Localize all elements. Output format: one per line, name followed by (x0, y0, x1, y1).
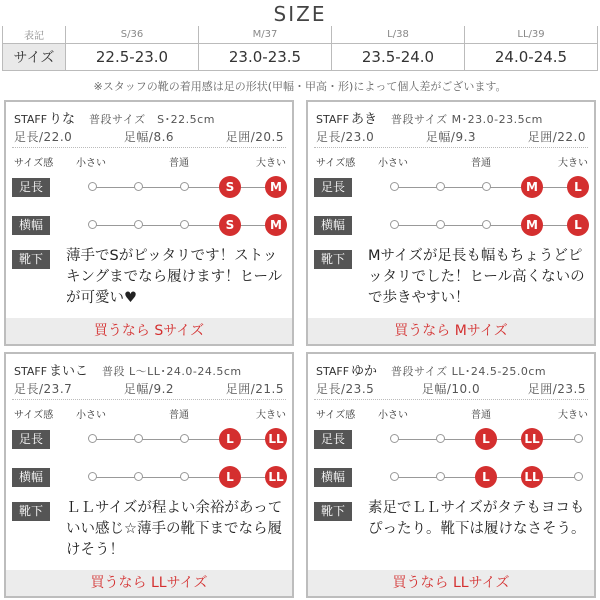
scale-dot (574, 472, 583, 481)
size-marker: LL (521, 428, 543, 450)
scale-normal: 普通 (471, 410, 491, 421)
size-marker: M (265, 214, 287, 236)
foot-girth: 足囲/22.0 (527, 130, 586, 144)
scale-dot (180, 434, 189, 443)
scale-dot (88, 472, 97, 481)
foot-length: 足長/23.7 (14, 382, 73, 396)
staff-line (14, 360, 284, 378)
foot-width: 足幅/9.2 (123, 382, 175, 396)
foot-length: 足長/22.0 (14, 130, 73, 144)
size-marker: LL (521, 466, 543, 488)
size-marker: L (219, 466, 241, 488)
value-cell: 23.0-23.5 (199, 44, 332, 71)
scale-normal: 普通 (169, 158, 189, 169)
header-cell: M/37 (199, 26, 332, 44)
row-tag: 靴下 (314, 502, 352, 521)
measurements (316, 128, 586, 144)
scale-dot (88, 434, 97, 443)
scale-normal: 普通 (169, 410, 189, 421)
header-cell: S/36 (66, 26, 199, 44)
row-tag: 横幅 (12, 468, 50, 487)
width-row (308, 466, 594, 490)
foot-length: 足長/23.5 (316, 382, 375, 396)
staff-label: STAFF (14, 365, 48, 378)
length-row (6, 428, 292, 452)
size-table (2, 26, 598, 71)
divider (12, 147, 286, 148)
measurements (14, 128, 284, 144)
foot-girth: 足囲/23.5 (527, 382, 586, 396)
row-tag: 靴下 (12, 502, 50, 521)
staff-card (4, 100, 294, 346)
size-marker: L (567, 214, 589, 236)
size-marker: L (219, 428, 241, 450)
row-label: サイズ (3, 44, 66, 71)
foot-width: 足幅/8.6 (123, 130, 175, 144)
scale-dot (134, 220, 143, 229)
row-tag: 足長 (12, 430, 50, 449)
scale-dot (482, 220, 491, 229)
size-marker: LL (265, 466, 287, 488)
scale-title: サイズ感 (14, 158, 54, 169)
recommendation: 買うなら Sサイズ (6, 318, 292, 344)
usual-size: 普段 L～LL･24.0-24.5cm (102, 365, 242, 378)
scale-normal: 普通 (471, 158, 491, 169)
scale-header (6, 404, 292, 420)
measurements (14, 380, 284, 396)
row-tag: 横幅 (314, 216, 352, 235)
usual-size: 普段サイズ LL･24.5-25.0cm (391, 365, 547, 378)
size-marker: M (265, 176, 287, 198)
divider (12, 399, 286, 400)
staff-comment: 薄手でSがピッタリです！ストッキングまでなら履けます！ヒールが可愛い♥ (66, 248, 283, 306)
scale-small: 小さい (76, 158, 106, 169)
fit-note: ※スタッフの靴の着用感は足の形状(甲幅・甲高・形)によって個人差がございます。 (93, 80, 507, 93)
row-tag: 靴下 (12, 250, 50, 269)
divider (314, 399, 588, 400)
row-tag: 足長 (314, 178, 352, 197)
foot-width: 足幅/9.3 (425, 130, 477, 144)
scale-dot (134, 472, 143, 481)
scale-big: 大きい (256, 158, 286, 169)
staff-card (306, 352, 596, 598)
scale-title: サイズ感 (14, 410, 54, 421)
header-cell: L/38 (332, 26, 465, 44)
recommendation: 買うなら Mサイズ (308, 318, 594, 344)
size-marker: M (521, 214, 543, 236)
scale-dot (574, 434, 583, 443)
size-marker: L (475, 466, 497, 488)
scale-dot (482, 182, 491, 191)
scale-header (308, 404, 594, 420)
scale-dot (390, 472, 399, 481)
scale-dot (180, 472, 189, 481)
scale-big: 大きい (256, 410, 286, 421)
size-table-header-row (3, 26, 598, 44)
scale-dot (88, 220, 97, 229)
width-row (308, 214, 594, 238)
scale-dot (134, 434, 143, 443)
scale-small: 小さい (378, 410, 408, 421)
scale-dot (436, 434, 445, 443)
scale-dot (436, 472, 445, 481)
scale-small: 小さい (378, 158, 408, 169)
scale-dot (180, 182, 189, 191)
row-tag: 靴下 (314, 250, 352, 269)
page-title: SIZE (273, 2, 327, 26)
scale-dot (436, 182, 445, 191)
length-row (308, 176, 594, 200)
staff-label: STAFF (14, 113, 48, 126)
row-tag: 足長 (12, 178, 50, 197)
scale-dot (390, 182, 399, 191)
usual-size: 普段サイズ S･22.5cm (89, 113, 215, 126)
staff-label: STAFF (316, 113, 350, 126)
divider (314, 147, 588, 148)
length-row (308, 428, 594, 452)
foot-width: 足幅/10.0 (421, 382, 481, 396)
row-tag: 横幅 (12, 216, 50, 235)
scale-title: サイズ感 (316, 158, 356, 169)
foot-length: 足長/23.0 (316, 130, 375, 144)
size-marker: S (219, 214, 241, 236)
value-cell: 22.5-23.0 (66, 44, 199, 71)
scale-dot (88, 182, 97, 191)
staff-card (306, 100, 596, 346)
size-marker: LL (265, 428, 287, 450)
row-tag: 横幅 (314, 468, 352, 487)
scale-big: 大きい (558, 158, 588, 169)
header-cell: LL/39 (465, 26, 598, 44)
recommendation: 買うなら LLサイズ (308, 570, 594, 596)
size-marker: M (521, 176, 543, 198)
scale-small: 小さい (76, 410, 106, 421)
size-marker: L (475, 428, 497, 450)
staff-name: あき (351, 112, 378, 127)
staff-comment: Mサイズが足長も幅もちょうどピッタリでした！ヒール高くないので歩きやすい！ (368, 248, 585, 306)
staff-name: まいこ (49, 364, 89, 379)
staff-comment: ＬＬサイズが程よい余裕があっていい感じ☆薄手の靴下までなら履けそう！ (66, 500, 283, 558)
staff-comment: 素足でＬＬサイズがタテもヨコもぴったり。靴下は履けなさそう。 (368, 500, 586, 537)
staff-name: りな (49, 112, 76, 127)
staff-line (316, 360, 586, 378)
row-tag: 足長 (314, 430, 352, 449)
width-row (6, 466, 292, 490)
scale-dot (390, 434, 399, 443)
staff-line (14, 108, 284, 126)
usual-size: 普段サイズ M･23.0-23.5cm (391, 113, 543, 126)
scale-dot (134, 182, 143, 191)
width-row (6, 214, 292, 238)
foot-girth: 足囲/20.5 (225, 130, 284, 144)
size-table-value-row (3, 44, 598, 71)
header-label: 表記 (3, 26, 66, 44)
scale-big: 大きい (558, 410, 588, 421)
scale-header (308, 152, 594, 168)
value-cell: 23.5-24.0 (332, 44, 465, 71)
staff-label: STAFF (316, 365, 350, 378)
foot-girth: 足囲/21.5 (225, 382, 284, 396)
size-marker: L (567, 176, 589, 198)
length-row (6, 176, 292, 200)
scale-title: サイズ感 (316, 410, 356, 421)
staff-name: ゆか (351, 364, 378, 379)
size-marker: S (219, 176, 241, 198)
scale-dot (436, 220, 445, 229)
scale-dot (390, 220, 399, 229)
scale-dot (180, 220, 189, 229)
staff-card (4, 352, 294, 598)
value-cell: 24.0-24.5 (465, 44, 598, 71)
measurements (316, 380, 586, 396)
staff-line (316, 108, 586, 126)
scale-header (6, 152, 292, 168)
recommendation: 買うなら LLサイズ (6, 570, 292, 596)
